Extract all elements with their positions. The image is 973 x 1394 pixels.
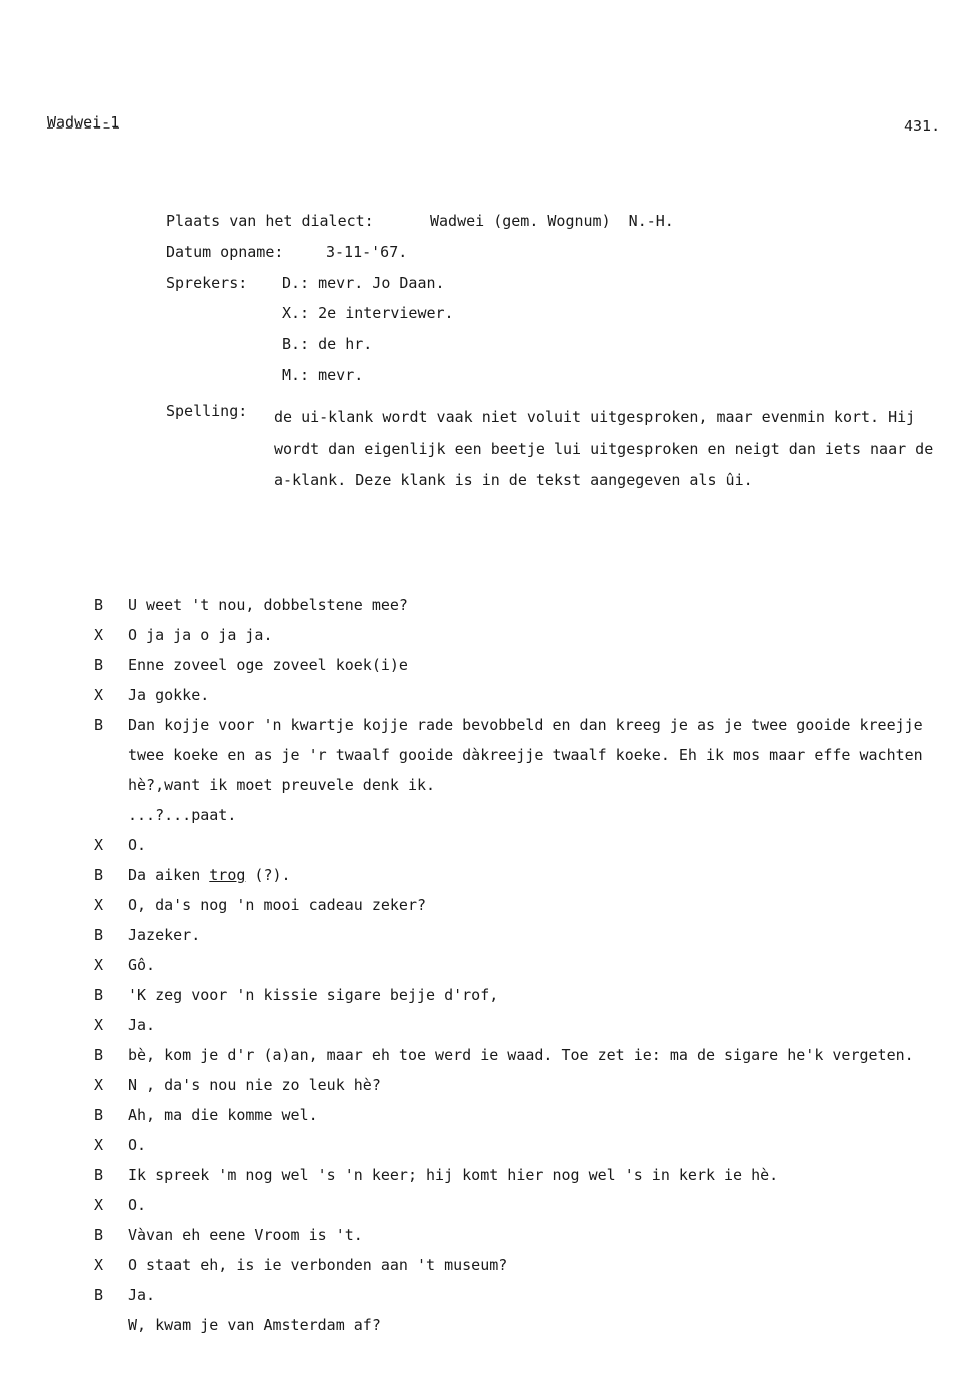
- speaker-tag: X: [94, 896, 104, 914]
- utterance: O.: [128, 1136, 147, 1154]
- utterance: O staat eh, is ie verbonden aan 't museum?: [128, 1256, 508, 1274]
- speaker-tag: X: [94, 1196, 104, 1214]
- speaker-entry: X.: 2e interviewer.: [282, 304, 454, 322]
- page-number: 431.: [904, 117, 941, 135]
- spelling-label: Spelling:: [166, 402, 248, 420]
- spelling-text: de ui-klank wordt vaak niet voluit uitgesproken, maar evenmin kort. Hij wordt dan eigenlijk een beetje lui uitgesproken en neigt dan iets naar de a-klank. Deze klank is in de tekst aangegeven als ûi.: [274, 408, 934, 489]
- utterance-part: (?).: [245, 866, 291, 884]
- speaker-tag: X: [94, 1016, 104, 1034]
- dialog-turn: [0, 650, 973, 680]
- speaker-tag: X: [94, 1076, 104, 1094]
- place-value: Wadwei (gem. Wognum) N.-H.: [430, 212, 674, 230]
- utterance: Ja.: [128, 1286, 156, 1304]
- utterance: O.: [128, 1196, 147, 1214]
- dialog-turn: [0, 950, 973, 980]
- utterance: Enne zoveel oge zoveel koek(i)e: [128, 656, 408, 674]
- dialog-turn: [0, 590, 973, 620]
- date-value: 3-11-'67.: [326, 243, 408, 261]
- dialog-turn: [0, 1220, 973, 1250]
- speaker-tag: X: [94, 1136, 104, 1154]
- utterance: O ja ja o ja ja.: [128, 626, 273, 644]
- dialog-turn: [0, 920, 973, 950]
- utterance: ...?...paat.: [128, 806, 237, 824]
- dialog-turn: [0, 1280, 973, 1310]
- utterance: O.: [128, 836, 147, 854]
- speaker-entry: M.: mevr.: [282, 366, 364, 384]
- place-label: Plaats van het dialect:: [166, 212, 374, 230]
- speaker-tag: X: [94, 686, 104, 704]
- transcript: [0, 590, 973, 1340]
- dialog-turn: [0, 1010, 973, 1040]
- utterance: Ah, ma die komme wel.: [128, 1106, 318, 1124]
- utterance-part: Da aiken: [128, 866, 210, 884]
- speaker-tag: B: [94, 596, 104, 614]
- dialog-turn: [0, 710, 973, 800]
- speaker-tag: B: [94, 926, 104, 944]
- dialog-turn: [0, 1250, 973, 1280]
- utterance: Vàvan eh eene Vroom is 't.: [128, 1226, 363, 1244]
- utterance: bè, kom je d'r (a)an, maar eh toe werd ie waad. Toe zet ie: ma de sigare he'k vergeten.: [128, 1046, 914, 1064]
- utterance: Ik spreek 'm nog wel 's 'n keer; hij komt hier nog wel 's in kerk ie hè.: [128, 1166, 779, 1184]
- speaker-tag: B: [94, 1046, 104, 1064]
- dialog-turn: [0, 1160, 973, 1190]
- utterance: N , da's nou nie zo leuk hè?: [128, 1076, 381, 1094]
- dialog-turn: [0, 1190, 973, 1220]
- utterance: Ja gokke.: [128, 686, 210, 704]
- dialog-turn: [0, 980, 973, 1010]
- speakers-label: Sprekers:: [166, 274, 248, 292]
- dialog-turn: [0, 680, 973, 710]
- utterance: W, kwam je van Amsterdam af?: [128, 1316, 381, 1334]
- utterance: O, da's nog 'n mooi cadeau zeker?: [128, 896, 427, 914]
- dialog-turn: [0, 800, 973, 830]
- speaker-tag: B: [94, 1226, 104, 1244]
- speaker-tag: B: [94, 1106, 104, 1124]
- utterance: Dan kojje voor 'n kwartje kojje rade bevobbeld en dan kreeg je as je twee gooide kreejje twee koeke en as je 'r twaalf gooide dàkreejje twaalf koeke. Eh ik mos maar effe wachten hè?,want ik moet preuvele denk ik.: [128, 716, 923, 794]
- speaker-tag: B: [94, 656, 104, 674]
- dialog-turn: [0, 1310, 973, 1340]
- speaker-tag: X: [94, 626, 104, 644]
- date-label: Datum opname:: [166, 243, 284, 261]
- underlined-word: trog: [209, 866, 246, 884]
- speaker-tag: B: [94, 1286, 104, 1304]
- speaker-tag: B: [94, 1166, 104, 1184]
- dialog-turn: [0, 890, 973, 920]
- utterance: Gô.: [128, 956, 156, 974]
- utterance: Ja.: [128, 1016, 156, 1034]
- speaker-tag: B: [94, 986, 104, 1004]
- dialog-turn: [0, 620, 973, 650]
- speaker-tag: X: [94, 1256, 104, 1274]
- dialog-turn: [0, 1130, 973, 1160]
- utterance: U weet 't nou, dobbelstene mee?: [128, 596, 408, 614]
- dialog-turn: [0, 830, 973, 860]
- speaker-tag: [0, 800, 128, 830]
- dialog-turn: [0, 860, 973, 890]
- speaker-tag: B: [94, 866, 104, 884]
- speaker-entry: D.: mevr. Jo Daan.: [282, 274, 445, 292]
- speaker-tag: X: [94, 836, 104, 854]
- dialog-turn: [0, 1040, 973, 1070]
- dialog-turn: [0, 1070, 973, 1100]
- speaker-tag: X: [94, 956, 104, 974]
- dialog-turn: [0, 1100, 973, 1130]
- utterance: 'K zeg voor 'n kissie sigare bejje d'rof,: [128, 986, 499, 1004]
- utterance: [128, 860, 948, 890]
- speaker-entry: B.: de hr.: [282, 335, 373, 353]
- speaker-tag: [0, 1310, 128, 1340]
- utterance: Jazeker.: [128, 926, 201, 944]
- document-title: Wadwei-1: [47, 113, 120, 131]
- speaker-tag: B: [94, 716, 104, 734]
